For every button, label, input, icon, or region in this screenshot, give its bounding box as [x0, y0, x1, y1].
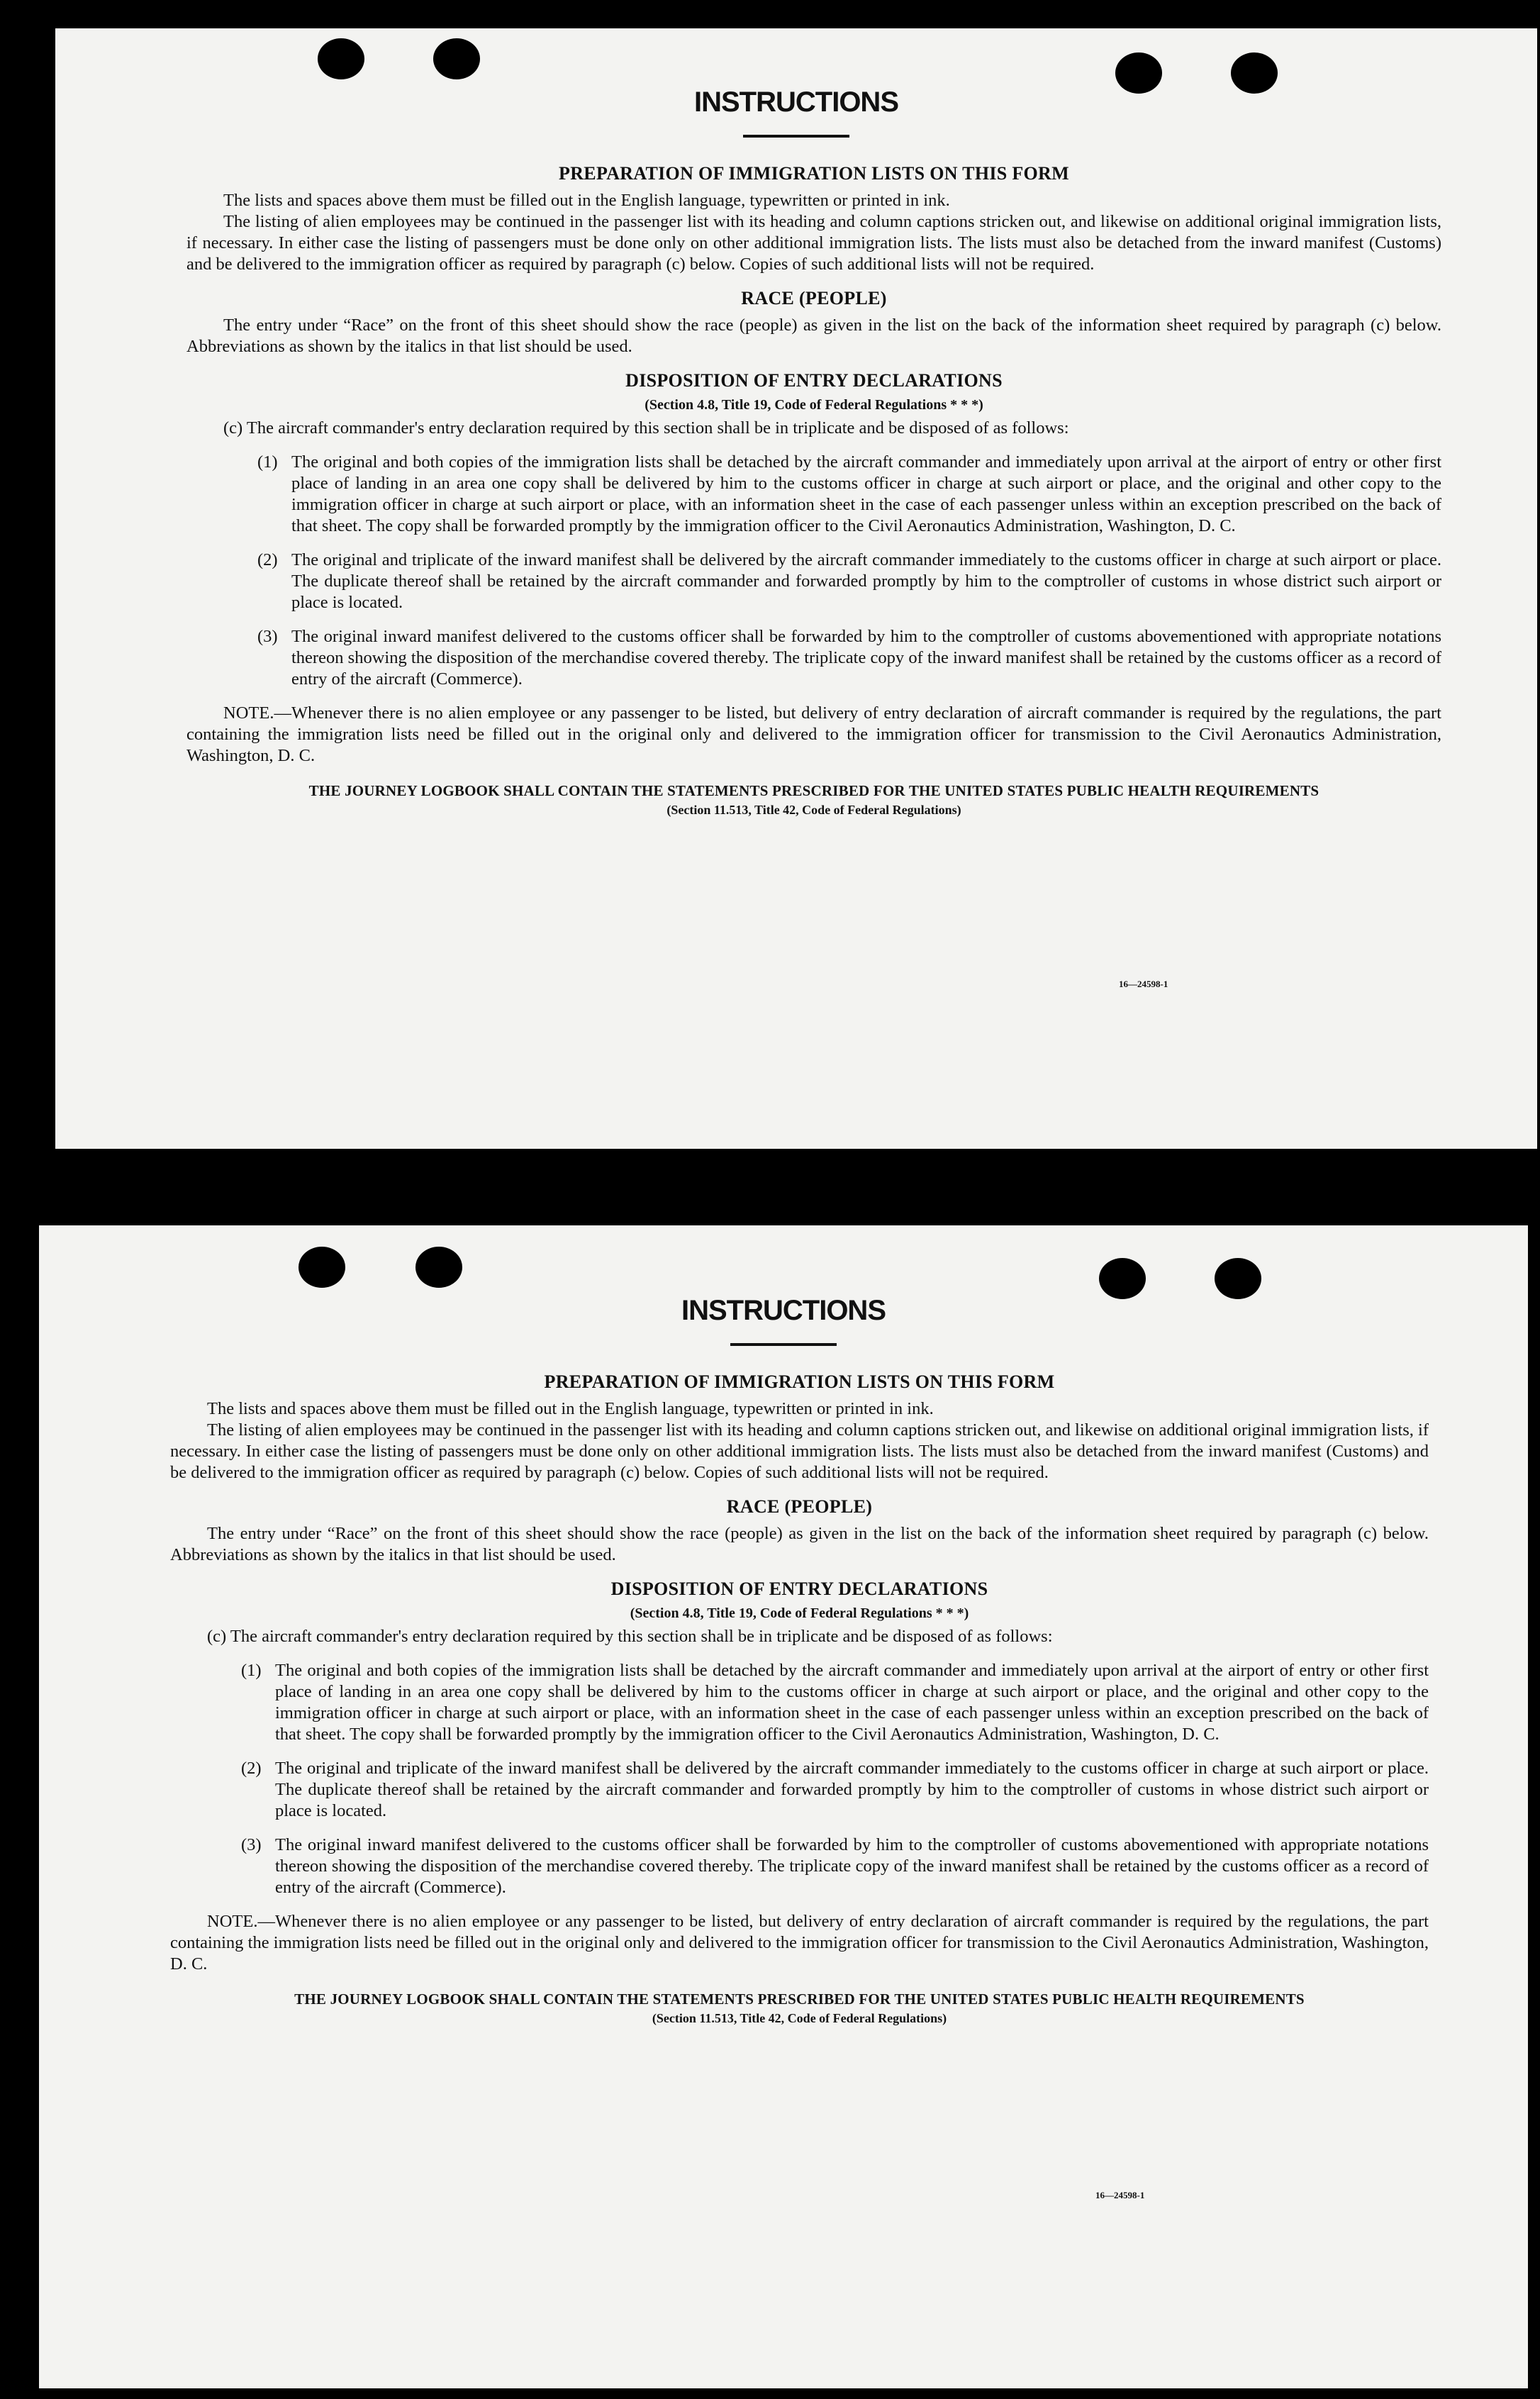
heading-preparation: PREPARATION OF IMMIGRATION LISTS ON THIS FORM [559, 163, 1069, 184]
note-paragraph: NOTE.—Whenever there is no alien employee or any passenger to be listed, but delivery of entry declaration of aircraft commander is required by the regulations, the part containing the immigration lists need be filled out in the original only and delivered to the immigration officer for transmission to the Civil Aeronautics Administration, Washington, D. C. [170, 1912, 1429, 1974]
title-rule [743, 135, 849, 138]
punch-hole [433, 38, 480, 79]
disposition-citation: (Section 4.8, Title 19, Code of Federal Regulations * * *) [645, 397, 983, 413]
page-title: INSTRUCTIONS [681, 1295, 886, 1326]
item-number: (3) [257, 627, 278, 646]
item-text: The original and both copies of the immigration lists shall be detached by the aircraft commander and immediately upon arrival at the airport of entry or other first place of landing in an area one copy shall be delivered by him to the customs officer in charge at such airport or place, and the original and other copy to the immigration officer in charge at such airport or place, with an information sheet in the case of each passenger unless within an exception prescribed on the back of that sheet. The copy shall be forwarded promptly by the immigration officer to the Civil Aeronautics Administration, Washington, D. C. [291, 452, 1441, 535]
disposition-citation: (Section 4.8, Title 19, Code of Federal Regulations * * *) [630, 1605, 969, 1621]
journey-citation: (Section 11.513, Title 42, Code of Federal Regulations) [666, 803, 961, 817]
preparation-paragraph-2: The listing of alien employees may be continued in the passenger list with its heading and column captions stricken out, and likewise on additional original immigration lists, if necessary. In either case the listing of passengers must be done only on other additional immigration lists. The lists must also be detached from the inward manifest (Customs) and be delivered to the immigration officer as required by paragraph (c) below. Copies of such additional lists will not be required. [186, 212, 1441, 274]
form-number: 16—24598-1 [1095, 2190, 1145, 2200]
item-number: (1) [241, 1661, 262, 1680]
list-item [257, 550, 1441, 613]
document-page-1 [55, 28, 1537, 1149]
item-text: The original and triplicate of the inward manifest shall be delivered by the aircraft commander immediately to the customs officer in charge at such airport or place. The duplicate thereof shall be retained by the aircraft commander and forwarded promptly by him to the comptroller of customs in whose district such airport or place is located. [291, 550, 1441, 612]
punch-hole [298, 1247, 345, 1288]
punch-hole [1099, 1258, 1146, 1299]
list-item [257, 452, 1441, 537]
journey-citation: (Section 11.513, Title 42, Code of Federal Regulations) [652, 2011, 947, 2025]
race-paragraph: The entry under “Race” on the front of this sheet should show the race (people) as given in the list on the back of the information sheet required by paragraph (c) below. Abbreviations as shown by the italics in that list should be used. [186, 316, 1441, 356]
item-number: (2) [257, 550, 278, 569]
list-item [241, 1835, 1429, 1898]
heading-disposition: DISPOSITION OF ENTRY DECLARATIONS [625, 370, 1003, 391]
list-item [257, 626, 1441, 690]
list-item [241, 1758, 1429, 1822]
journey-logbook-statement: THE JOURNEY LOGBOOK SHALL CONTAIN THE STATEMENTS PRESCRIBED FOR THE UNITED STATES PUBLIC HEALTH REQUIREMENTS [308, 782, 1319, 799]
item-text: The original and triplicate of the inward manifest shall be delivered by the aircraft commander immediately to the customs officer in charge at such airport or place. The duplicate thereof shall be retained by the aircraft commander and forwarded promptly by him to the comptroller of customs in whose district such airport or place is located. [275, 1759, 1429, 1820]
race-paragraph: The entry under “Race” on the front of this sheet should show the race (people) as given in the list on the back of the information sheet required by paragraph (c) below. Abbreviations as shown by the italics in that list should be used. [170, 1524, 1429, 1564]
disposition-list [170, 1660, 1429, 1898]
item-text: The original inward manifest delivered to the customs officer shall be forwarded by him to the comptroller of customs abovementioned with appropriate notations thereon showing the disposition of the merchandise covered thereby. The triplicate copy of the inward manifest shall be retained by the customs officer as a record of entry of the aircraft (Commerce). [291, 627, 1441, 689]
document-page-2 [39, 1225, 1528, 2388]
title-rule [730, 1343, 837, 1346]
heading-race: RACE (PEOPLE) [741, 288, 887, 308]
form-number: 16—24598-1 [1119, 979, 1168, 989]
item-number: (2) [241, 1759, 262, 1778]
item-number: (1) [257, 452, 278, 472]
disposition-intro: (c) The aircraft commander's entry declaration required by this section shall be in triplicate and be disposed of as follows: [207, 1627, 1053, 1646]
heading-preparation: PREPARATION OF IMMIGRATION LISTS ON THIS FORM [544, 1371, 1055, 1392]
preparation-paragraph-1: The lists and spaces above them must be filled out in the English language, typewritten or printed in ink. [207, 1399, 934, 1418]
note-paragraph: NOTE.—Whenever there is no alien employee or any passenger to be listed, but delivery of entry declaration of aircraft commander is required by the regulations, the part containing the immigration lists need be filled out in the original only and delivered to the immigration officer for transmission to the Civil Aeronautics Administration, Washington, D. C. [186, 703, 1441, 765]
journey-logbook-statement: THE JOURNEY LOGBOOK SHALL CONTAIN THE STATEMENTS PRESCRIBED FOR THE UNITED STATES PUBLIC HEALTH REQUIREMENTS [294, 1991, 1305, 2008]
item-text: The original inward manifest delivered to the customs officer shall be forwarded by him to the comptroller of customs abovementioned with appropriate notations thereon showing the disposition of the merchandise covered thereby. The triplicate copy of the inward manifest shall be retained by the customs officer as a record of entry of the aircraft (Commerce). [275, 1835, 1429, 1897]
heading-race: RACE (PEOPLE) [726, 1496, 873, 1517]
disposition-list [186, 452, 1441, 690]
item-text: The original and both copies of the immigration lists shall be detached by the aircraft commander and immediately upon arrival at the airport of entry or other first place of landing in an area one copy shall be delivered by him to the customs officer in charge at such airport or place, and the original and other copy to the immigration officer in charge at such airport or place, with an information sheet in the case of each passenger unless within an exception prescribed on the back of that sheet. The copy shall be forwarded promptly by the immigration officer to the Civil Aeronautics Administration, Washington, D. C. [275, 1661, 1429, 1744]
page-title: INSTRUCTIONS [694, 87, 898, 118]
disposition-intro: (c) The aircraft commander's entry declaration required by this section shall be in triplicate and be disposed of as follows: [223, 418, 1069, 438]
instructions-body [186, 163, 1441, 818]
item-number: (3) [241, 1835, 262, 1854]
heading-disposition: DISPOSITION OF ENTRY DECLARATIONS [610, 1579, 988, 1599]
punch-hole [415, 1247, 462, 1288]
list-item [241, 1660, 1429, 1745]
preparation-paragraph-2: The listing of alien employees may be continued in the passenger list with its heading and column captions stricken out, and likewise on additional original immigration lists, if necessary. In either case the listing of passengers must be done only on other additional immigration lists. The lists must also be detached from the inward manifest (Customs) and be delivered to the immigration officer as required by paragraph (c) below. Copies of such additional lists will not be required. [170, 1420, 1429, 1482]
instructions-body [170, 1371, 1429, 2026]
punch-hole [1215, 1258, 1261, 1299]
punch-hole [318, 38, 364, 79]
preparation-paragraph-1: The lists and spaces above them must be filled out in the English language, typewritten or printed in ink. [223, 191, 950, 210]
